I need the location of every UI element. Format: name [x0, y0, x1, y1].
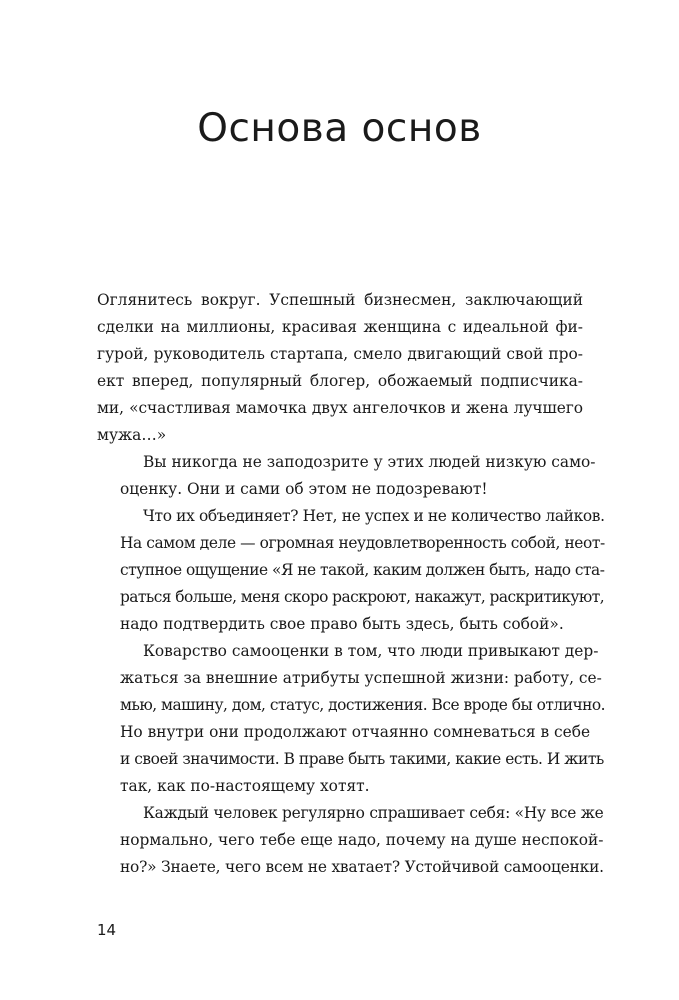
text-line: надо подтвердить свое право быть здесь, быть собой». — [120, 615, 564, 633]
text-line: Коварство самооценки в том, что люди привыкают дер- — [143, 642, 599, 660]
text-line: но?» Знаете, чего всем не хватает? Устойчивой самооценки. — [120, 858, 604, 876]
text-line: сделки на миллионы, красивая женщина с идеальной фи- — [97, 318, 583, 336]
text-line: так, как по-настоящему хотят. — [120, 777, 370, 795]
text-line: На самом деле — огромная неудовлетворенность собой, неот- — [120, 534, 605, 552]
text-line: Оглянитесь вокруг. Успешный бизнесмен, заключающий — [97, 291, 583, 309]
text-line: Но внутри они продолжают отчаянно сомневаться в себе — [120, 723, 591, 741]
text-line: ми, «счастливая мамочка двух ангелочков и жена лучшего — [97, 399, 583, 417]
text-line: ступное ощущение «Я не такой, каким должен быть, надо ста- — [120, 561, 605, 579]
paragraph-2 — [97, 449, 596, 503]
chapter-title: Основа основ — [197, 106, 482, 151]
text-line: мью, машину, дом, статус, достижения. Все вроде бы отлично. — [120, 696, 606, 714]
text-line: и своей значимости. В праве быть такими, какие есть. И жить — [120, 750, 604, 768]
text-line: жаться за внешние атрибуты успешной жизни: работу, се- — [120, 669, 602, 687]
text-line: мужа…» — [97, 426, 167, 444]
text-line: Каждый человек регулярно спрашивает себя: «Ну все же — [143, 804, 604, 822]
text-line: Вы никогда не заподозрите у этих людей низкую само- — [143, 453, 596, 471]
paragraph-1 — [97, 287, 583, 449]
text-line: гурой, руководитель стартапа, смело двигающий свой про- — [97, 345, 583, 363]
paragraph-5 — [97, 800, 604, 881]
text-line: Что их объединяет? Нет, не успех и не количество лайков. — [143, 507, 605, 525]
paragraph-4 — [97, 638, 606, 800]
text-line: нормально, чего тебе еще надо, почему на душе неспокой- — [120, 831, 604, 849]
paragraph-3 — [97, 503, 605, 638]
text-line: ект вперед, популярный блогер, обожаемый подписчика- — [97, 372, 583, 390]
page-number: 14 — [97, 921, 117, 939]
text-line: раться больше, меня скоро раскроют, накажут, раскритикуют, — [120, 588, 605, 606]
text-line: оценку. Они и сами об этом не подозревают! — [120, 480, 488, 498]
body-text — [97, 287, 606, 881]
